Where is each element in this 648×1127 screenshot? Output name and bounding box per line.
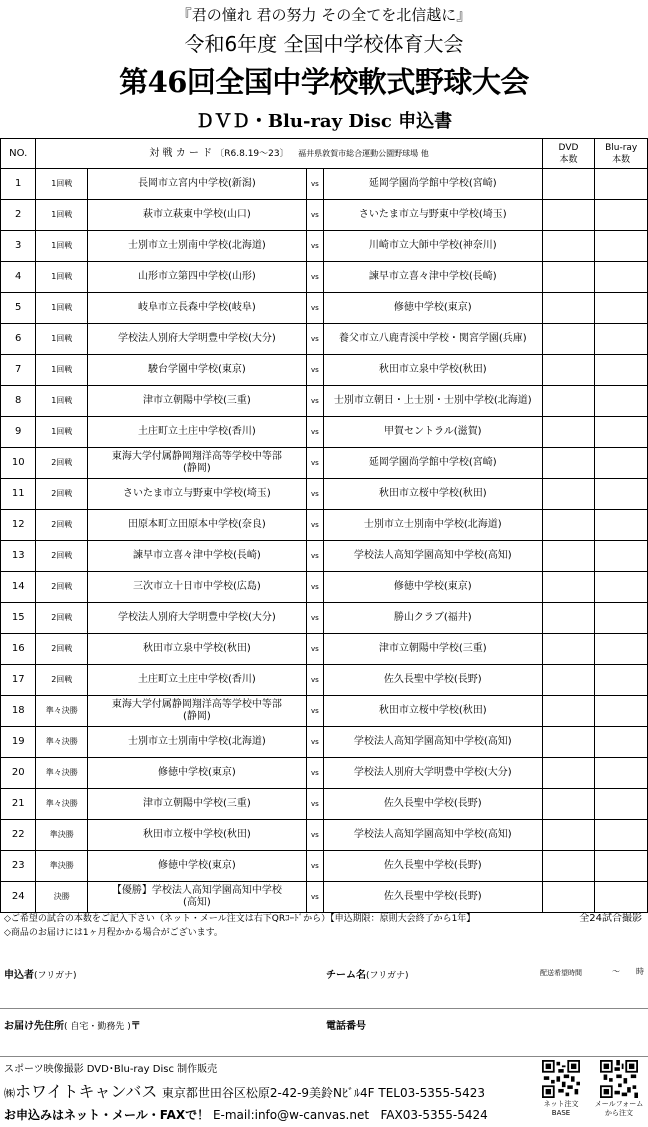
row-team1: 諫早市立喜々津中学校(長崎) — [88, 541, 307, 572]
divider — [0, 1056, 648, 1057]
row-dvd-qty[interactable] — [542, 169, 595, 200]
row-dvd-qty[interactable] — [542, 851, 595, 882]
row-blu-qty[interactable] — [595, 603, 648, 634]
table-row — [1, 231, 648, 262]
row-dvd-qty[interactable] — [542, 293, 595, 324]
row-dvd-qty[interactable] — [542, 882, 595, 913]
table-row — [1, 479, 648, 510]
row-vs: vs — [306, 603, 323, 634]
row-team1: 土庄町立土庄中学校(香川) — [88, 417, 307, 448]
row-dvd-qty[interactable] — [542, 572, 595, 603]
table-row — [1, 293, 648, 324]
row-no: 11 — [1, 479, 36, 510]
row-vs: vs — [306, 541, 323, 572]
row-team2: 諫早市立喜々津中学校(長崎) — [323, 262, 542, 293]
row-round: 2回戦 — [36, 510, 88, 541]
col-no: NO. — [1, 139, 36, 169]
team-label: チーム名 — [326, 970, 366, 981]
row-no: 3 — [1, 231, 36, 262]
row-team1: 萩市立萩東中学校(山口) — [88, 200, 307, 231]
row-team2: 延岡学園尚学館中学校(宮崎) — [323, 448, 542, 479]
address-row — [4, 1017, 644, 1032]
row-vs: vs — [306, 789, 323, 820]
row-no: 8 — [1, 386, 36, 417]
footer-service: スポーツ映像撮影 DVD･Blu-ray Disc 制作販売 — [4, 1064, 218, 1075]
row-no: 6 — [1, 324, 36, 355]
row-no: 22 — [1, 820, 36, 851]
row-team2: 養父市立八鹿青渓中学校・関宮学園(兵庫) — [323, 324, 542, 355]
row-team2: 佐久長聖中学校(長野) — [323, 789, 542, 820]
row-blu-qty[interactable] — [595, 293, 648, 324]
row-no: 14 — [1, 572, 36, 603]
row-vs: vs — [306, 572, 323, 603]
row-team2: 延岡学園尚学館中学校(宮崎) — [323, 169, 542, 200]
row-no: 15 — [1, 603, 36, 634]
table-row — [1, 665, 648, 696]
row-team2: 修徳中学校(東京) — [323, 293, 542, 324]
row-blu-qty[interactable] — [595, 510, 648, 541]
row-blu-qty[interactable] — [595, 727, 648, 758]
row-round: 準々決勝 — [36, 696, 88, 727]
row-dvd-qty[interactable] — [542, 634, 595, 665]
match-rows — [1, 169, 648, 913]
delivery-time-label: 配送希望時間 — [540, 969, 582, 977]
row-vs: vs — [306, 448, 323, 479]
row-blu-qty[interactable] — [595, 541, 648, 572]
row-round: 1回戦 — [36, 417, 88, 448]
row-team2: 学校法人別府大学明豊中学校(大分) — [323, 758, 542, 789]
row-blu-qty[interactable] — [595, 417, 648, 448]
row-no: 17 — [1, 665, 36, 696]
row-vs: vs — [306, 479, 323, 510]
row-dvd-qty[interactable] — [542, 665, 595, 696]
row-team1: 【優勝】学校法人高知学園高知中学校 (高知) — [88, 882, 307, 913]
row-team1: 岐阜市立長森中学校(岐阜) — [88, 293, 307, 324]
row-vs: vs — [306, 324, 323, 355]
row-vs: vs — [306, 820, 323, 851]
row-dvd-qty[interactable] — [542, 448, 595, 479]
row-no: 10 — [1, 448, 36, 479]
row-dvd-qty[interactable] — [542, 324, 595, 355]
row-vs: vs — [306, 355, 323, 386]
row-round: 1回戦 — [36, 324, 88, 355]
row-team2: 秋田市立桜中学校(秋田) — [323, 696, 542, 727]
row-no: 20 — [1, 758, 36, 789]
col-venue: 福井県敦賀市総合運動公園野球場 他 — [298, 148, 429, 158]
row-team1: 修徳中学校(東京) — [88, 851, 307, 882]
qr-code-base-icon[interactable] — [542, 1060, 580, 1098]
row-blu-qty[interactable] — [595, 200, 648, 231]
row-team1: 学校法人別府大学明豊中学校(大分) — [88, 324, 307, 355]
row-round: 準々決勝 — [36, 789, 88, 820]
row-vs: vs — [306, 696, 323, 727]
col-dvd: DVD 本数 — [542, 139, 595, 169]
table-row — [1, 262, 648, 293]
row-vs: vs — [306, 293, 323, 324]
row-round: 決勝 — [36, 882, 88, 913]
table-row — [1, 386, 648, 417]
qr-base-label: ネット注文 BASE — [543, 1100, 579, 1117]
row-round: 準々決勝 — [36, 727, 88, 758]
row-team2: 秋田市立泉中学校(秋田) — [323, 355, 542, 386]
page-title: 第46回全国中学校軟式野球大会 — [119, 65, 529, 99]
row-blu-qty[interactable] — [595, 324, 648, 355]
row-team1: 修徳中学校(東京) — [88, 758, 307, 789]
table-row — [1, 200, 648, 231]
table-row — [1, 324, 648, 355]
delivery-tilde: ～ — [612, 967, 620, 976]
row-no: 16 — [1, 634, 36, 665]
row-team2: 川崎市立大師中学校(神奈川) — [323, 231, 542, 262]
company-address: 東京都世田谷区松原2-42-9美鈴Nﾋﾞﾙ4F TEL03-5355-5423 — [161, 1086, 485, 1100]
note-1: ◇ご希望の試合の本数をご記入下さい（ネット・メール注文は右下QRｺｰﾄﾞから）【申込期限：原則大会終了から1年】 — [4, 914, 476, 924]
row-no: 4 — [1, 262, 36, 293]
row-team1: さいたま市立与野東中学校(埼玉) — [88, 479, 307, 510]
delivery-hour: 時 — [636, 967, 644, 976]
row-round: 2回戦 — [36, 479, 88, 510]
row-round: 2回戦 — [36, 603, 88, 634]
row-no: 2 — [1, 200, 36, 231]
row-dvd-qty[interactable] — [542, 789, 595, 820]
qr-code-mail-icon[interactable] — [600, 1060, 638, 1098]
row-team1: 津市立朝陽中学校(三重) — [88, 386, 307, 417]
row-dvd-qty[interactable] — [542, 355, 595, 386]
row-round: 1回戦 — [36, 231, 88, 262]
table-row — [1, 851, 648, 882]
row-vs: vs — [306, 758, 323, 789]
table-row — [1, 789, 648, 820]
row-team1: 土庄町立土庄中学校(香川) — [88, 665, 307, 696]
row-team2: 甲賀セントラル(滋賀) — [323, 417, 542, 448]
row-vs: vs — [306, 231, 323, 262]
row-dvd-qty[interactable] — [542, 696, 595, 727]
email[interactable]: E-mail:info@w-canvas.net — [212, 1108, 370, 1122]
row-team2: 学校法人高知学園高知中学校(高知) — [323, 727, 542, 758]
row-no: 19 — [1, 727, 36, 758]
table-row — [1, 448, 648, 479]
row-dvd-qty[interactable] — [542, 758, 595, 789]
row-dvd-qty[interactable] — [542, 386, 595, 417]
table-row — [1, 696, 648, 727]
row-round: 1回戦 — [36, 169, 88, 200]
row-round: 1回戦 — [36, 355, 88, 386]
row-team2: 津市立朝陽中学校(三重) — [323, 634, 542, 665]
divider — [0, 1008, 648, 1009]
table-row — [1, 541, 648, 572]
row-team1: 学校法人別府大学明豊中学校(大分) — [88, 603, 307, 634]
row-round: 準々決勝 — [36, 758, 88, 789]
row-dvd-qty[interactable] — [542, 417, 595, 448]
address-postal: 〒 — [130, 1021, 141, 1032]
address-hint: ( 自宅・勤務先 ) — [64, 1022, 131, 1032]
row-blu-qty[interactable] — [595, 789, 648, 820]
row-team1: 東海大学付属静岡翔洋高等学校中等部 (静岡) — [88, 696, 307, 727]
row-vs: vs — [306, 851, 323, 882]
table-row — [1, 882, 648, 913]
row-team1: 津市立朝陽中学校(三重) — [88, 789, 307, 820]
phone-label: 電話番号 — [326, 1021, 366, 1032]
row-team2: 士別市立士別南中学校(北海道) — [323, 510, 542, 541]
table-row — [1, 355, 648, 386]
row-team1: 三次市立十日市中学校(広島) — [88, 572, 307, 603]
row-blu-qty[interactable] — [595, 820, 648, 851]
row-dvd-qty[interactable] — [542, 231, 595, 262]
row-no: 12 — [1, 510, 36, 541]
qr-mail-label: メールフォーム から注文 — [594, 1100, 644, 1117]
row-vs: vs — [306, 727, 323, 758]
row-team1: 駿台学園中学校(東京) — [88, 355, 307, 386]
row-blu-qty[interactable] — [595, 851, 648, 882]
row-team2: 佐久長聖中学校(長野) — [323, 665, 542, 696]
company-prefix: ㈱ — [4, 1087, 15, 1100]
row-round: 2回戦 — [36, 665, 88, 696]
row-vs: vs — [306, 665, 323, 696]
row-team1: 士別市立士別南中学校(北海道) — [88, 231, 307, 262]
row-vs: vs — [306, 200, 323, 231]
row-blu-qty[interactable] — [595, 262, 648, 293]
row-round: 1回戦 — [36, 200, 88, 231]
notes — [4, 912, 644, 940]
address-label: お届け先住所 — [4, 1021, 64, 1032]
col-blu: Blu-ray 本数 — [595, 139, 648, 169]
row-team2: 秋田市立桜中学校(秋田) — [323, 479, 542, 510]
row-no: 1 — [1, 169, 36, 200]
row-blu-qty[interactable] — [595, 386, 648, 417]
row-no: 7 — [1, 355, 36, 386]
fax: FAX03-5355-5424 — [380, 1108, 488, 1122]
row-blu-qty[interactable] — [595, 665, 648, 696]
row-blu-qty[interactable] — [595, 758, 648, 789]
team-kana: (フリガナ) — [366, 971, 409, 981]
row-vs: vs — [306, 417, 323, 448]
table-row — [1, 510, 648, 541]
form-subtitle: ＤＶＤ・Blu-ray Disc 申込書 — [195, 111, 453, 132]
row-team2: 佐久長聖中学校(長野) — [323, 851, 542, 882]
row-round: 2回戦 — [36, 448, 88, 479]
slogan: 『君の憧れ 君の努力 その全てを北信越に』 — [176, 6, 472, 24]
row-round: 2回戦 — [36, 634, 88, 665]
row-team1: 士別市立士別南中学校(北海道) — [88, 727, 307, 758]
row-dvd-qty[interactable] — [542, 479, 595, 510]
row-team2: 学校法人高知学園高知中学校(高知) — [323, 820, 542, 851]
table-header — [1, 139, 648, 169]
applicant-label: 申込者 — [4, 970, 34, 981]
col-card-label: 対 戦 カ ー ド — [149, 147, 213, 159]
row-blu-qty[interactable] — [595, 572, 648, 603]
row-vs: vs — [306, 634, 323, 665]
applicant-kana: (フリガナ) — [34, 971, 77, 981]
row-no: 23 — [1, 851, 36, 882]
match-table — [0, 138, 648, 913]
row-blu-qty[interactable] — [595, 696, 648, 727]
row-no: 21 — [1, 789, 36, 820]
table-row — [1, 634, 648, 665]
row-dvd-qty[interactable] — [542, 510, 595, 541]
table-row — [1, 572, 648, 603]
row-team1: 山形市立第四中学校(山形) — [88, 262, 307, 293]
row-round: 1回戦 — [36, 262, 88, 293]
row-no: 5 — [1, 293, 36, 324]
row-team1: 秋田市立桜中学校(秋田) — [88, 820, 307, 851]
row-vs: vs — [306, 882, 323, 913]
edition-title: 令和6年度 全国中学校体育大会 — [184, 32, 464, 56]
row-blu-qty[interactable] — [595, 448, 648, 479]
row-vs: vs — [306, 169, 323, 200]
row-team2: 学校法人高知学園高知中学校(高知) — [323, 541, 542, 572]
row-vs: vs — [306, 510, 323, 541]
row-dvd-qty[interactable] — [542, 727, 595, 758]
row-team1: 長岡市立宮内中学校(新潟) — [88, 169, 307, 200]
row-blu-qty[interactable] — [595, 355, 648, 386]
table-row — [1, 417, 648, 448]
row-no: 9 — [1, 417, 36, 448]
row-round: 1回戦 — [36, 386, 88, 417]
total-games: 全24試合撮影 — [579, 913, 642, 924]
row-no: 13 — [1, 541, 36, 572]
table-row — [1, 169, 648, 200]
applicant-row — [4, 966, 644, 981]
row-blu-qty[interactable] — [595, 479, 648, 510]
row-dvd-qty[interactable] — [542, 262, 595, 293]
row-round: 準決勝 — [36, 820, 88, 851]
table-row — [1, 820, 648, 851]
row-blu-qty[interactable] — [595, 634, 648, 665]
row-dvd-qty[interactable] — [542, 603, 595, 634]
row-vs: vs — [306, 262, 323, 293]
row-dvd-qty[interactable] — [542, 200, 595, 231]
team-label-wrap — [326, 966, 409, 981]
row-vs: vs — [306, 386, 323, 417]
row-team1: 東海大学付属静岡翔洋高等学校中等部 (静岡) — [88, 448, 307, 479]
row-no: 18 — [1, 696, 36, 727]
row-team2: 佐久長聖中学校(長野) — [323, 882, 542, 913]
row-dvd-qty[interactable] — [542, 820, 595, 851]
order-text: お申込みはネット・メール・FAXで！ — [4, 1108, 210, 1122]
col-card — [36, 139, 542, 169]
row-blu-qty[interactable] — [595, 169, 648, 200]
row-team1: 田原本町立田原本中学校(奈良) — [88, 510, 307, 541]
table-row — [1, 727, 648, 758]
row-team2: 修徳中学校(東京) — [323, 572, 542, 603]
col-dates: 〔R6.8.19～23〕 — [215, 148, 289, 159]
row-round: 1回戦 — [36, 293, 88, 324]
row-no: 24 — [1, 882, 36, 913]
row-blu-qty[interactable] — [595, 231, 648, 262]
row-round: 2回戦 — [36, 541, 88, 572]
row-round: 準決勝 — [36, 851, 88, 882]
row-team2: 勝山クラブ(福井) — [323, 603, 542, 634]
row-team2: さいたま市立与野東中学校(埼玉) — [323, 200, 542, 231]
row-round: 2回戦 — [36, 572, 88, 603]
table-row — [1, 758, 648, 789]
row-team2: 士別市立朝日・上士別・士別中学校(北海道) — [323, 386, 542, 417]
table-row — [1, 603, 648, 634]
row-dvd-qty[interactable] — [542, 541, 595, 572]
note-2: ◇商品のお届けには1ヶ月程かかる場合がございます。 — [4, 928, 223, 938]
company-name: ホワイトキャンバス — [15, 1082, 158, 1101]
row-team1: 秋田市立泉中学校(秋田) — [88, 634, 307, 665]
row-blu-qty[interactable] — [595, 882, 648, 913]
